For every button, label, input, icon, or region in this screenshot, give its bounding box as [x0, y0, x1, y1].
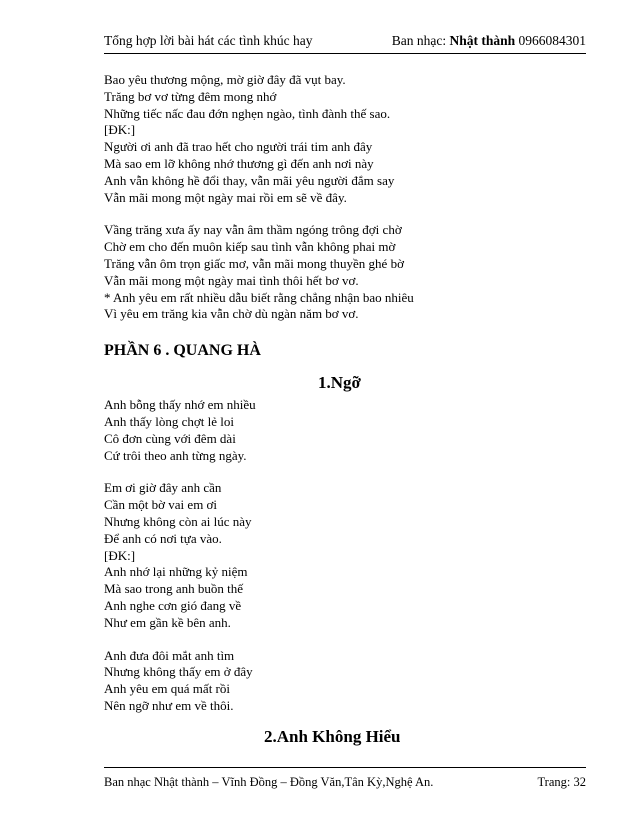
lyric-line: Vẫn mãi mong một ngày mai tình thôi hết bơ vơ.	[104, 272, 359, 288]
page-header	[104, 33, 586, 54]
lyric-line: Trăng vẫn ôm trọn giấc mơ, vẫn mãi mong thuyền ghé bờ	[104, 255, 404, 271]
lyric-line: Nhưng không thấy em ở đây	[104, 664, 253, 680]
lyric-line: Trăng bơ vơ từng đêm mong nhớ	[104, 88, 277, 104]
header-band-info	[392, 33, 586, 49]
lyric-line: Nên ngỡ như em về thôi.	[104, 697, 234, 713]
lyric-line: Chờ em cho đến muôn kiếp sau tình vẫn không phai mờ	[104, 239, 396, 255]
header-band-label: Ban nhạc:	[391, 33, 450, 48]
lyric-line: Anh đưa đôi mắt anh tìm	[104, 647, 235, 663]
lyric-line: Cần một bờ vai em ơi	[104, 497, 218, 513]
lyric-line: Anh vẫn không hề đổi thay, vẫn mãi yêu người đắm say	[104, 172, 395, 188]
chorus-marker: [ĐK:]	[104, 547, 136, 563]
song1-stanza1	[104, 397, 586, 464]
verse-b	[104, 222, 586, 323]
lyric-line: Cứ trôi theo anh từng ngày.	[104, 447, 247, 463]
stanza-gap	[104, 632, 586, 648]
lyric-line: Như em gần kề bên anh.	[104, 614, 231, 630]
footer-address: Ban nhạc Nhật thành – Vĩnh Đồng – Đồng Văn,Tân Kỳ,Nghệ An.	[104, 775, 434, 789]
lyric-line: Vầng trăng xưa ấy nay vẫn âm thầm ngóng trông đợi chờ	[104, 222, 402, 238]
lyric-line: Cô đơn cùng với đêm dài	[104, 430, 236, 446]
stanza-gap	[104, 206, 586, 222]
lyric-line: Anh nhớ lại những kỷ niệm	[104, 564, 248, 580]
page-footer	[104, 767, 586, 789]
chorus-marker: [ĐK:]	[104, 122, 136, 138]
lyric-line: Vì yêu em trăng kia vẫn chờ dù ngàn năm bơ vơ.	[104, 306, 359, 322]
page-content	[104, 72, 586, 749]
header-band-name: Nhật thành	[449, 33, 516, 48]
song1-stanza3	[104, 648, 586, 715]
header-title: Tổng hợp lời bài hát các tình khúc hay	[104, 33, 313, 48]
lyric-line: Mà sao em lỡ không nhớ thương gì đến anh nơi này	[104, 155, 374, 171]
lyric-line: Mà sao trong anh buồn thế	[104, 581, 244, 597]
song1-stanza2	[104, 480, 586, 631]
lyric-line: Bao yêu thương mộng, mờ giờ đây đã vụt bay.	[104, 72, 346, 87]
lyric-line: Vẫn mãi mong một ngày mai rồi em sẽ về đây.	[104, 189, 347, 205]
lyric-line: Em ơi giờ đây anh cần	[104, 480, 222, 496]
page-number: Trang: 32	[537, 775, 586, 789]
lyric-line: Những tiếc nấc đau đớn nghẹn ngào, tình đành thế sao.	[104, 105, 391, 121]
lyric-line: Anh yêu em quá mất rồi	[104, 681, 230, 697]
verse-a	[104, 72, 586, 206]
header-phone: 0966084301	[515, 33, 586, 48]
lyric-line: Người ơi anh đã trao hết cho người trái tim anh đây	[104, 139, 373, 155]
stanza-gap	[104, 464, 586, 480]
song1-title: 1.Ngỡ	[318, 373, 361, 393]
lyric-line: * Anh yêu em rất nhiều dẫu biết rằng chẳng nhận bao nhiêu	[104, 289, 414, 305]
lyric-line: Nhưng không còn ai lúc này	[104, 513, 252, 529]
lyric-line: Để anh có nơi tựa vào.	[104, 530, 222, 546]
section-title: PHẦN 6 . QUANG HÀ	[104, 342, 261, 360]
song2-title: 2.Anh Không Hiểu	[264, 726, 401, 746]
lyric-line: Anh nghe cơn gió đang về	[104, 597, 242, 613]
lyric-line: Anh bỗng thấy nhớ em nhiều	[104, 397, 256, 413]
lyric-line: Anh thấy lòng chợt lẻ loi	[104, 413, 234, 429]
